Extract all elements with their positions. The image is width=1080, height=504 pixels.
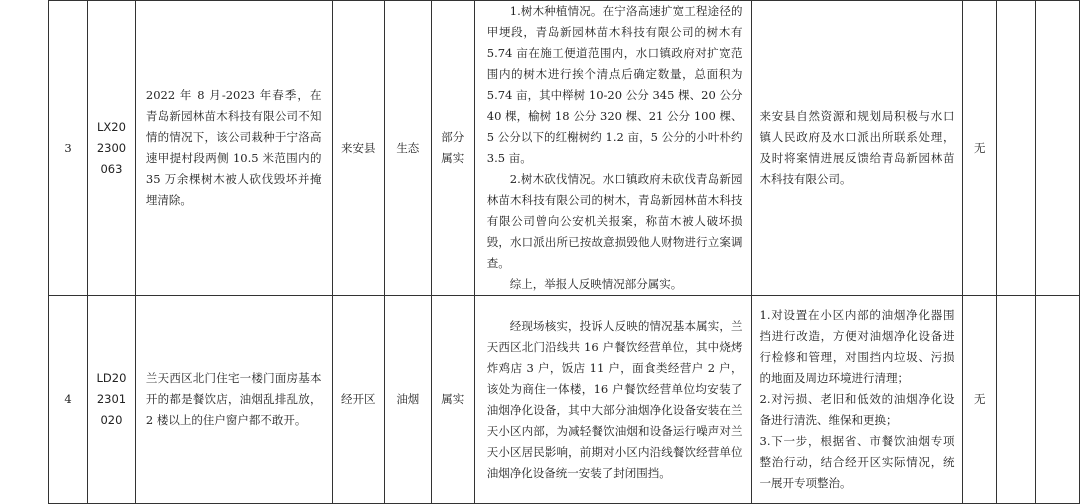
verification-result-part: 部分	[441, 130, 465, 144]
complaint-description: 兰天西区北门住宅一楼门面房基本开的都是餐饮店，油烟乱排乱放，2 楼以上的住户窗户都不敢开。	[135, 296, 332, 504]
empty-cell	[997, 296, 1036, 504]
table-row	[49, 1, 1080, 296]
case-code	[88, 296, 136, 504]
rectification-measures	[751, 296, 963, 504]
case-code-part: LD20	[96, 371, 127, 385]
case-code-part: LX20	[97, 119, 126, 134]
empty-cell	[1035, 1, 1079, 296]
verification-result-part: 属实	[441, 392, 465, 406]
pollution-category: 油烟	[384, 296, 431, 504]
findings-paragraph: 综上，举报人反映情况部分属实。	[509, 277, 683, 291]
case-code-part: 2300	[96, 140, 127, 155]
findings-paragraph: 1.树木种植情况。在宁洛高速扩宽工程途径的甲埂段，青岛新园林苗木科技有限公司的树木有 5.74 亩在施工便道范围内，水口镇政府对扩宽范围内的树木进行挨个清点后确定数量，总面积为 5.74 亩，其中榉树 10-20 公分 345 棵、20 公分 40 棵，榆树 18 公分 320 棵、21 公分 100 棵、5 公分以下的红榭树约 1.2 亩，5 公分的小叶朴约 3.5 亩。	[486, 4, 743, 165]
findings-paragraph: 经现场核实，投诉人反映的情况基本属实，兰天西区北门沿线共 16 户餐饮经营单位，其中烧烤炸鸡店 3 户，饭店 11 户，面食类经营户 2 户，该处为商住一体楼，16 户餐饮经营单位均安装了油烟净化设备，其中大部分油烟净化设备安装在兰天小区内部，为减轻餐饮油烟和设备运行噪声对兰天小区居民影响，前期对小区内沿线餐饮经营单位油烟净化设备统一安装了封闭围挡。	[486, 318, 743, 480]
findings-paragraph: 2.树木砍伐情况。水口镇政府未砍伐青岛新园林苗木科技有限公司的树木，青岛新园林苗木科技有限公司曾向公安机关报案，称苗木被人破坏损毁，水口派出所已按故意损毁他人财物进行立案调查。	[486, 172, 743, 270]
case-code-part: 2301	[96, 392, 127, 406]
case-code-part: 063	[100, 161, 123, 176]
measure-paragraph: 2.对污损、老旧和低效的油烟净化设备进行清洗、维保和更换；	[759, 392, 955, 427]
case-code-part: 020	[100, 413, 123, 427]
measure-paragraph: 来安县自然资源和规划局积极与水口镇人民政府及水口派出所联系处理，及时将案情进展反馈给青岛新园林苗木科技有限公司。	[759, 109, 955, 186]
pollution-category: 生态	[384, 1, 431, 296]
complaint-description: 2022 年 8 月-2023 年春季，在青岛新园林苗木科技有限公司不知情的情况下，该公司栽种于宁洛高速甲提村段两侧 10.5 米范围内的 35 万余棵树木被人砍伐毁坏并掩埋清除。	[135, 1, 332, 296]
rectification-measures	[751, 1, 963, 296]
administrative-area: 来安县	[332, 1, 384, 296]
verification-result	[431, 296, 474, 504]
complaints-table	[48, 0, 1080, 504]
table-row	[49, 296, 1080, 504]
row-index: 3	[49, 1, 88, 296]
investigation-findings	[474, 296, 751, 504]
accountability: 无	[963, 296, 997, 504]
row-index: 4	[49, 296, 88, 504]
accountability: 无	[963, 1, 997, 296]
case-code	[88, 1, 136, 296]
investigation-findings	[474, 1, 751, 296]
verification-result	[431, 1, 474, 296]
empty-cell	[1035, 296, 1079, 504]
empty-cell	[997, 1, 1036, 296]
administrative-area: 经开区	[332, 296, 384, 504]
measure-paragraph: 3.下一步，根据省、市餐饮油烟专项整治行动，结合经开区实际情况，统一展开专项整治。	[759, 434, 955, 490]
verification-result-part: 属实	[441, 151, 465, 165]
measure-paragraph: 1.对设置在小区内部的油烟净化器围挡进行改造，方便对油烟净化设备进行检修和管理，对围挡内垃圾、污损的地面及周边环境进行清理；	[759, 308, 955, 385]
